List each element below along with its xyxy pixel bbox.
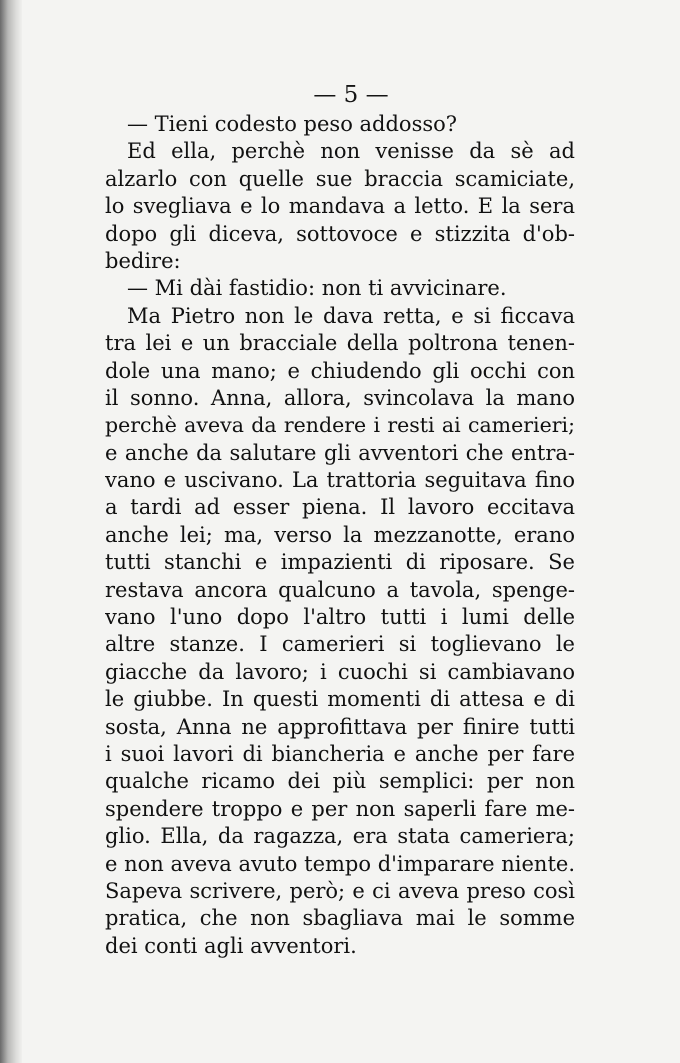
body-text [105,111,575,960]
text-line: vano e uscivano. La trattoria seguitava fino [105,468,575,493]
text-line: restava ancora qualcuno a tavola, spenge- [105,577,575,602]
text-line: il sonno. Anna, allora, svincolava la mano [105,385,575,410]
text-line: qualche ricamo dei più semplici: per non [105,769,575,794]
text-line: i suoi lavori di biancheria e anche per fare [105,741,575,766]
text-line: giacche da lavoro; i cuochi si cambiavano [105,659,575,684]
text-line: Ma Pietro non le dava retta, e si ficcava [127,303,575,328]
page-number: — 5 — [313,82,389,108]
text-line: spendere troppo e per non saperli fare me- [105,796,575,821]
text-line: alzarlo con quelle sue braccia scamiciate, [105,166,575,191]
text-line: a tardi ad esser piena. Il lavoro eccitava [105,495,575,520]
text-line: Sapeva scrivere, però; e ci aveva preso così [105,878,575,903]
text-line: dei conti agli avventori. [105,933,357,958]
text-line: altre stanze. I camerieri si toglievano le [105,632,575,657]
text-line: tutti stanchi e impazienti di riposare. Se [105,550,575,575]
text-line: dopo gli diceva, sottovoce e stizzita d'ob- [105,221,575,246]
text-line: e non aveva avuto tempo d'imparare niente. [105,851,575,876]
text-line: perchè aveva da rendere i resti ai camerieri; [105,413,575,438]
text-line: pratica, che non sbagliava mai le somme [105,906,575,931]
text-line: lo svegliava e lo mandava a letto. E la sera [105,194,575,219]
text-line: vano l'uno dopo l'altro tutti i lumi delle [105,605,575,630]
text-line: e anche da salutare gli avventori che entra- [105,440,575,465]
text-line: anche lei; ma, verso la mezzanotte, erano [105,522,575,547]
page-gutter-shadow [0,0,22,1063]
text-line: tra lei e un bracciale della poltrona tenen- [105,331,575,356]
text-line: dole una mano; e chiudendo gli occhi con [105,358,575,383]
text-line: sosta, Anna ne approfittava per finire tutti [105,714,575,739]
text-line: le giubbe. In questi momenti di attesa e di [105,687,575,712]
text-line: glio. Ella, da ragazza, era stata cameriera; [105,824,575,849]
text-line: — Mi dài fastidio: non ti avvicinare. [127,276,507,301]
text-line: — Tieni codesto peso addosso? [127,112,458,136]
text-line: bedire: [105,248,181,273]
text-line: Ed ella, perchè non venisse da sè ad [127,139,575,164]
